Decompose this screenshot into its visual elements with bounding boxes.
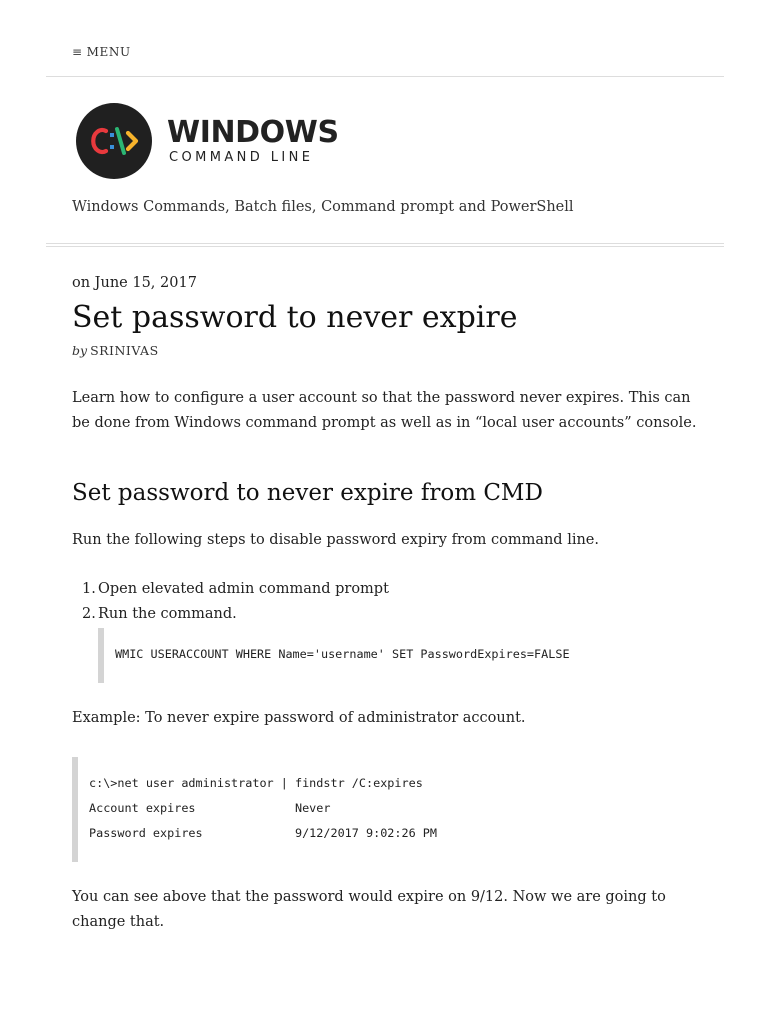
steps-list [72, 577, 389, 627]
site-logo[interactable] [76, 103, 339, 179]
intro-paragraph: Learn how to configure a user account so that the password never expires. This can be done from Windows command prompt as well as in “local user accounts” console. [72, 390, 697, 431]
post-date: on June 15, 2017 [72, 275, 197, 291]
step-text: Run the command. [98, 606, 237, 622]
step-text: Open elevated admin command prompt [98, 581, 389, 597]
example-code-block [72, 757, 638, 862]
hamburger-icon: ≡ [72, 45, 83, 59]
menu-label: MENU [86, 45, 131, 59]
logo-wordmark-windows: WINDOWS [167, 115, 339, 150]
logo-emblem [76, 103, 152, 179]
top-menu-bar [46, 0, 724, 77]
code-line: c:\>net user administrator | findstr /C:expires [89, 776, 423, 790]
step-number: 1. [82, 581, 96, 597]
section-heading-cmd: Set password to never expire from CMD [72, 480, 543, 506]
list-item [72, 577, 389, 602]
after-example-paragraph: You can see above that the password would expire on 9/12. Now we are going to change that. [72, 889, 666, 930]
example-paragraph: Example: To never expire password of administrator account. [72, 710, 526, 726]
menu-button[interactable] [72, 45, 131, 59]
byline [72, 343, 159, 358]
logo-glyph-icon [76, 103, 152, 179]
author-link[interactable]: SRINIVAS [90, 343, 159, 358]
post-title: Set password to never expire [72, 300, 518, 335]
code-line: Account expires Never [89, 801, 331, 815]
step-number: 2. [82, 606, 96, 622]
code-line: Password expires 9/12/2017 9:02:26 PM [89, 826, 438, 840]
code-line: WMIC USERACCOUNT WHERE Name='username' SET PasswordExpires=FALSE [115, 647, 570, 661]
header-divider [46, 243, 724, 247]
command-code-block [98, 628, 664, 683]
section-intro-paragraph: Run the following steps to disable password expiry from command line. [72, 532, 599, 548]
list-item [72, 602, 389, 627]
site-tagline: Windows Commands, Batch files, Command prompt and PowerShell [72, 199, 574, 215]
logo-wordmark-command-line: COMMAND LINE [169, 150, 314, 165]
byline-by: by [72, 343, 88, 358]
